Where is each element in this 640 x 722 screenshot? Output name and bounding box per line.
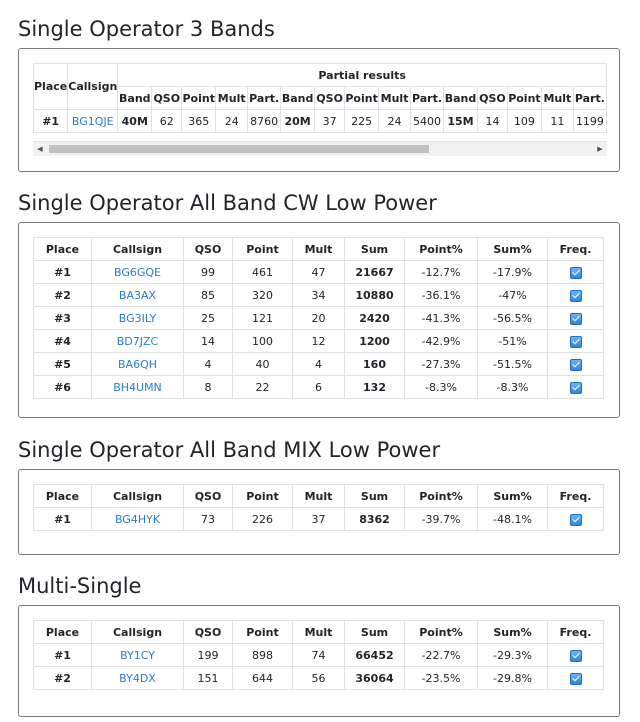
- header-band: Band: [444, 87, 478, 110]
- table-row: [34, 330, 604, 353]
- header-callsign: Callsign: [92, 485, 184, 508]
- results-table: [33, 237, 604, 399]
- mult-cell: 6: [293, 376, 345, 399]
- checkbox-icon[interactable]: [570, 514, 582, 526]
- sum-cell: 160: [345, 353, 405, 376]
- checkbox-icon[interactable]: [570, 673, 582, 685]
- header-place: Place: [34, 485, 92, 508]
- sum-cell: 66452: [345, 644, 405, 667]
- sum-cell: 8362: [345, 508, 405, 531]
- point-pct-cell: -22.7%: [405, 644, 478, 667]
- callsign-link[interactable]: BG3ILY: [118, 311, 157, 325]
- sum-cell: 132: [345, 376, 405, 399]
- mult-cell: 56: [293, 667, 345, 690]
- header-qso: QSO: [184, 621, 233, 644]
- part-cell: 5400: [411, 110, 444, 133]
- mult-cell: 11: [541, 110, 573, 133]
- freq-cell: [548, 261, 604, 284]
- mult-cell: 47: [293, 261, 345, 284]
- place-cell: #3: [34, 307, 92, 330]
- header-freq: Freq.: [548, 238, 604, 261]
- scrollbar-thumb[interactable]: [49, 145, 429, 153]
- header-freq: Freq.: [548, 621, 604, 644]
- point-cell: 226: [233, 508, 293, 531]
- part-cell: 1199: [573, 110, 606, 133]
- qso-cell: 37: [315, 110, 345, 133]
- place-cell: #1: [34, 110, 68, 133]
- sum-cell: 2420: [345, 307, 405, 330]
- sum-pct-cell: -8.3%: [478, 376, 548, 399]
- header-qso: QSO: [477, 87, 507, 110]
- freq-cell: [548, 284, 604, 307]
- table-row: [34, 508, 604, 531]
- results-table: [33, 620, 604, 690]
- freq-cell: [548, 667, 604, 690]
- header-sum: Sum: [345, 238, 405, 261]
- header-band: Band: [281, 87, 315, 110]
- checkbox-icon[interactable]: [570, 267, 582, 279]
- header-callsign: Callsign: [92, 621, 184, 644]
- callsign-cell: [92, 284, 184, 307]
- header-point: Point: [345, 87, 379, 110]
- table-row: [34, 110, 607, 133]
- results-table: [33, 484, 604, 531]
- mult-cell: 12: [293, 330, 345, 353]
- qso-cell: 151: [184, 667, 233, 690]
- callsign-link[interactable]: BG6GQE: [113, 265, 161, 279]
- callsign-link[interactable]: BH4UMN: [113, 380, 162, 394]
- header-point: Point: [182, 87, 216, 110]
- sum-pct-cell: -51.5%: [478, 353, 548, 376]
- section-title: Single Operator All Band CW Low Power: [18, 191, 437, 215]
- mult-cell: 20: [293, 307, 345, 330]
- qso-cell: 8: [184, 376, 233, 399]
- table-row: [34, 376, 604, 399]
- checkbox-icon[interactable]: [570, 290, 582, 302]
- point-pct-cell: -12.7%: [405, 261, 478, 284]
- scroll-left-icon[interactable]: ◀: [37, 145, 43, 153]
- header-point: Point: [507, 87, 541, 110]
- sum-cell: 10880: [345, 284, 405, 307]
- qso-cell: 14: [477, 110, 507, 133]
- header-sum-pct: Sum%: [478, 238, 548, 261]
- point-cell: 365: [182, 110, 216, 133]
- checkbox-icon[interactable]: [570, 336, 582, 348]
- point-cell: 109: [507, 110, 541, 133]
- qso-cell: 85: [184, 284, 233, 307]
- part-cell: 8760: [248, 110, 281, 133]
- qso-cell: 4: [184, 353, 233, 376]
- sum-pct-cell: -29.3%: [478, 644, 548, 667]
- sum-cell: 1200: [345, 330, 405, 353]
- results-panel: [18, 48, 620, 172]
- table-row: [34, 353, 604, 376]
- header-sum: Sum: [345, 621, 405, 644]
- band-cell: 15M: [444, 110, 478, 133]
- freq-cell: [548, 508, 604, 531]
- callsign-link[interactable]: BY1CY: [120, 648, 155, 662]
- sum-pct-cell: -47%: [478, 284, 548, 307]
- results-panel: [18, 222, 620, 418]
- qso-cell: 25: [184, 307, 233, 330]
- place-cell: #1: [34, 644, 92, 667]
- qso-cell: 62: [152, 110, 182, 133]
- place-cell: #5: [34, 353, 92, 376]
- point-cell: 40: [233, 353, 293, 376]
- mult-cell: 24: [216, 110, 248, 133]
- point-cell: 100: [233, 330, 293, 353]
- checkbox-icon[interactable]: [570, 382, 582, 394]
- point-pct-cell: -27.3%: [405, 353, 478, 376]
- header-point-pct: Point%: [405, 238, 478, 261]
- point-cell: 22: [233, 376, 293, 399]
- callsign-link[interactable]: BD7JZC: [116, 334, 159, 348]
- callsign-cell: [92, 307, 184, 330]
- sum-pct-cell: -48.1%: [478, 508, 548, 531]
- sum-cell: 21667: [345, 261, 405, 284]
- header-mult: Mult: [541, 87, 573, 110]
- sum-pct-cell: -56.5%: [478, 307, 548, 330]
- band-cell: 20M: [281, 110, 315, 133]
- horizontal-scrollbar[interactable]: [33, 141, 607, 156]
- place-cell: #1: [34, 261, 92, 284]
- header-qso: QSO: [184, 238, 233, 261]
- header-part: Part.: [573, 87, 606, 110]
- header-mult: Mult: [293, 238, 345, 261]
- results-panel: [18, 469, 620, 555]
- table-header-row: [34, 621, 604, 644]
- mult-cell: 34: [293, 284, 345, 307]
- header-mult: Mult: [293, 621, 345, 644]
- header-point: Point: [233, 485, 293, 508]
- point-cell: 225: [345, 110, 379, 133]
- header-place: Place: [34, 621, 92, 644]
- qso-cell: 14: [184, 330, 233, 353]
- freq-cell: [548, 330, 604, 353]
- callsign-cell: [92, 330, 184, 353]
- table-row: [34, 284, 604, 307]
- results-panel: [18, 605, 620, 717]
- header-mult: Mult: [216, 87, 248, 110]
- freq-cell: [548, 644, 604, 667]
- sum-pct-cell: -17.9%: [478, 261, 548, 284]
- header-sum-pct: Sum%: [478, 485, 548, 508]
- place-cell: #2: [34, 667, 92, 690]
- place-cell: #4: [34, 330, 92, 353]
- header-part: Part.: [248, 87, 281, 110]
- table-row: [34, 667, 604, 690]
- point-cell: 461: [233, 261, 293, 284]
- point-cell: 320: [233, 284, 293, 307]
- header-place: Place: [34, 64, 68, 110]
- callsign-link[interactable]: BA3AX: [118, 288, 157, 302]
- results-table: [33, 63, 607, 133]
- place-cell: #2: [34, 284, 92, 307]
- callsign-cell: [92, 376, 184, 399]
- point-cell: 121: [233, 307, 293, 330]
- header-qso: QSO: [315, 87, 345, 110]
- qso-cell: 73: [184, 508, 233, 531]
- freq-cell: [548, 307, 604, 330]
- header-mult: Mult: [379, 87, 411, 110]
- header-partial-results: Partial results: [118, 64, 607, 87]
- table-header-row: [34, 238, 604, 261]
- header-point: Point: [233, 621, 293, 644]
- callsign-cell: [92, 353, 184, 376]
- callsign-cell: [92, 644, 184, 667]
- header-callsign: Callsign: [68, 64, 118, 110]
- header-band: Band: [118, 87, 152, 110]
- callsign-cell: [92, 667, 184, 690]
- table-header-row: [34, 485, 604, 508]
- header-part: Part.: [411, 87, 444, 110]
- checkbox-icon[interactable]: [570, 650, 582, 662]
- header-qso: QSO: [152, 87, 182, 110]
- callsign-link[interactable]: BG4HYK: [114, 512, 161, 526]
- table-row: [34, 307, 604, 330]
- freq-cell: [548, 376, 604, 399]
- qso-cell: 199: [184, 644, 233, 667]
- place-cell: #1: [34, 508, 92, 531]
- qso-cell: 99: [184, 261, 233, 284]
- section-title: Multi-Single: [18, 574, 142, 598]
- point-pct-cell: -8.3%: [405, 376, 478, 399]
- header-callsign: Callsign: [92, 238, 184, 261]
- table-row: [34, 261, 604, 284]
- freq-cell: [548, 353, 604, 376]
- point-pct-cell: -39.7%: [405, 508, 478, 531]
- point-pct-cell: -41.3%: [405, 307, 478, 330]
- callsign-link[interactable]: BG1QJE: [71, 114, 114, 128]
- section-title: Single Operator 3 Bands: [18, 17, 275, 41]
- header-place: Place: [34, 238, 92, 261]
- header-sum-pct: Sum%: [478, 621, 548, 644]
- callsign-link[interactable]: BY4DX: [119, 671, 156, 685]
- checkbox-icon[interactable]: [570, 359, 582, 371]
- callsign-link[interactable]: BA6QH: [118, 357, 157, 371]
- callsign-cell: [92, 508, 184, 531]
- callsign-cell: [92, 261, 184, 284]
- callsign-cell: [68, 110, 118, 133]
- table-row: [34, 644, 604, 667]
- scroll-right-icon[interactable]: ▶: [597, 145, 603, 153]
- header-freq: Freq.: [548, 485, 604, 508]
- section-title: Single Operator All Band MIX Low Power: [18, 438, 441, 462]
- point-pct-cell: -42.9%: [405, 330, 478, 353]
- mult-cell: 37: [293, 508, 345, 531]
- mult-cell: 24: [379, 110, 411, 133]
- header-sum: Sum: [345, 485, 405, 508]
- sum-cell: 36064: [345, 667, 405, 690]
- sum-pct-cell: -51%: [478, 330, 548, 353]
- mult-cell: 4: [293, 353, 345, 376]
- point-cell: 644: [233, 667, 293, 690]
- band-cell: 40M: [118, 110, 152, 133]
- mult-cell: 74: [293, 644, 345, 667]
- point-pct-cell: -36.1%: [405, 284, 478, 307]
- header-point-pct: Point%: [405, 621, 478, 644]
- sum-pct-cell: -29.8%: [478, 667, 548, 690]
- checkbox-icon[interactable]: [570, 313, 582, 325]
- place-cell: #6: [34, 376, 92, 399]
- header-mult: Mult: [293, 485, 345, 508]
- point-cell: 898: [233, 644, 293, 667]
- header-qso: QSO: [184, 485, 233, 508]
- header-point-pct: Point%: [405, 485, 478, 508]
- header-point: Point: [233, 238, 293, 261]
- point-pct-cell: -23.5%: [405, 667, 478, 690]
